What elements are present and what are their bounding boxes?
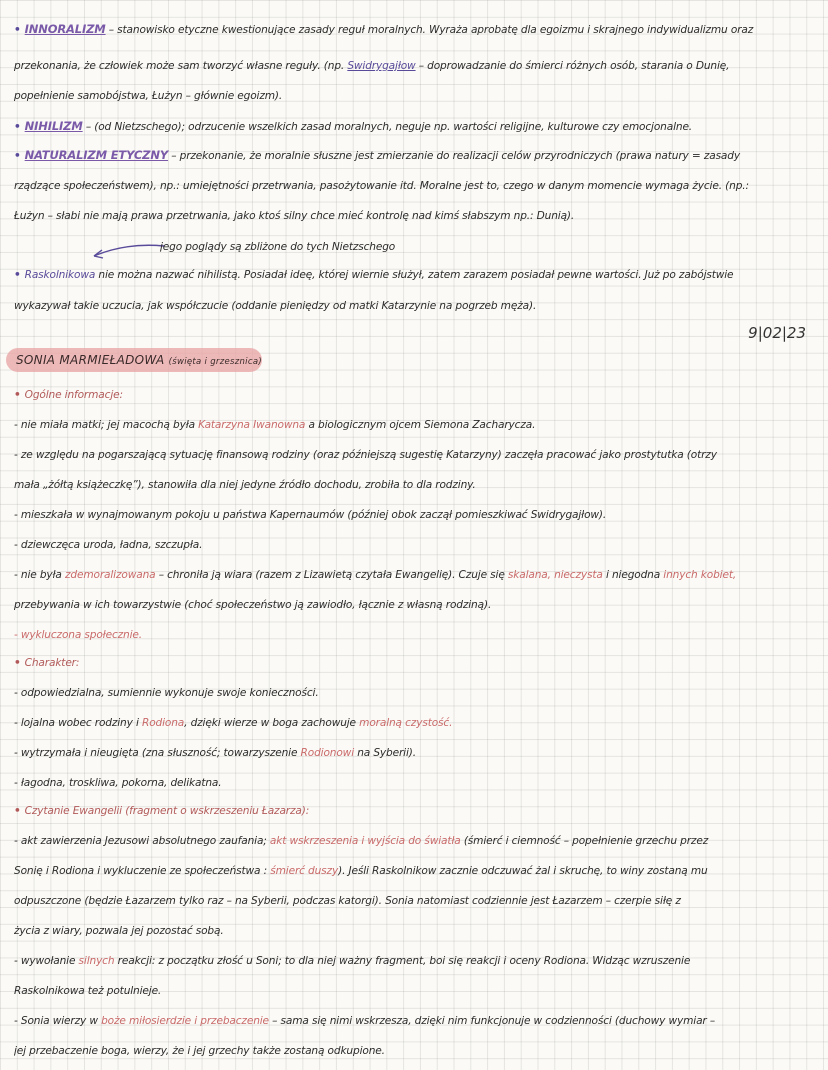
info-item: - wykluczona społecznie. (14, 629, 142, 641)
text-line (14, 478, 818, 492)
text: ze względu na pogarszającą sytuację finansową rodziny (oraz późniejszą sugestię Katarzyny) zaczęła pracować jako prostytutka (otrzy (20, 449, 717, 461)
subheading-general-info (14, 388, 818, 402)
text: Czytanie Ewangelii (fragment o wskrzeszeniu Łazarza): (24, 805, 310, 817)
highlight: śmierć duszy (270, 865, 339, 877)
character-name: Raskolnikowa (24, 269, 96, 281)
text: Raskolnikowa też potulnieje. (14, 985, 162, 997)
character-name: Rodionowi (300, 747, 354, 759)
gospel-item: - Sonia wierzy w boże miłosierdzie i przebaczenie – sama się nimi wskrzesza, dzięki nim funkcjonuje w codzienności (duchowy wymiar – (14, 1015, 715, 1027)
char-item: - odpowiedzialna, sumiennie wykonuje swoje konieczności. (14, 687, 319, 699)
gospel-item: - akt zawierzenia Jezusowi absolutnego zaufania; akt wskrzeszenia i wyjścia do światła (śmierć i ciemność – popełnienie grzechu przez (14, 835, 709, 847)
highlight: boże miłosierdzie i przebaczenie (101, 1015, 269, 1027)
text: dziewczęca uroda, ładna, szczupła. (20, 539, 203, 551)
text: łagodna, troskliwa, pokorna, delikatna. (20, 777, 222, 789)
character-name: Katarzyna Iwanowna (198, 419, 306, 431)
text-line (14, 864, 818, 878)
text: lojalna wobec rodziny i (20, 717, 142, 729)
text: (śmierć i ciemność – popełnienie grzechu przez (460, 835, 709, 847)
text: jej przebaczenie boga, wierzy, że i jej grzechy także zostaną odkupione. (14, 1045, 385, 1057)
text: mała „żółtą książeczkę”), stanowiła dla niej jedyne źródło dochodu, zrobiła to dla rodziny. (14, 479, 476, 491)
text: wytrzymała i nieugięta (zna słuszność; towarzyszenie (20, 747, 301, 759)
info-item: - ze względu na pogarszającą sytuację finansową rodziny (oraz późniejszą sugestię Katarzyny) zaczęła pracować jako prostytutka (otrzy (14, 449, 717, 461)
text: Sonię i Rodiona i wykluczenie ze społeczeństwa : (14, 865, 271, 877)
text: i niegodna (602, 569, 664, 581)
character-name: Swidrygajłow (347, 60, 416, 72)
text-line (14, 209, 818, 223)
arrow-note (160, 240, 560, 254)
text: Charakter: (24, 657, 80, 669)
text: nie była (20, 569, 65, 581)
text: – sama się nimi wskrzesza, dzięki nim funkcjonuje w codzienności (duchowy wymiar – (268, 1015, 715, 1027)
bullet-icon: • (14, 121, 21, 133)
section-title-text: SONIA MARMIEŁADOWA (16, 353, 165, 367)
text-line (14, 89, 818, 103)
definition-ethical-naturalism (14, 148, 818, 163)
text: mieszkała w wynajmowanym pokoju u państwa Kapernaumów (później obok zaczął pomieszkiwać Swidrygajłow). (20, 509, 607, 521)
highlight: silnych (78, 955, 115, 967)
text: – stanowisko etyczne kwestionujące zasady reguł moralnych. Wyraża aprobatę dla egoizmu i skrajnego indywidualizmu oraz (105, 24, 754, 36)
term-nihilism: NIHILIZM (24, 119, 83, 133)
text-line (14, 299, 818, 313)
text: – przekonanie, że moralnie słuszne jest zmierzanie do realizacji celów przyrodniczych (prawa natury = zasady (168, 150, 740, 162)
text-line (14, 179, 818, 193)
text: , dzięki wierze w boga zachowuje (184, 717, 360, 729)
text: – chroniła ją wiara (razem z Lizawietą czytała Ewangelię). Czuje się (155, 569, 508, 581)
char-item: - łagodna, troskliwa, pokorna, delikatna. (14, 777, 222, 789)
definition-immoralism (14, 22, 818, 37)
section-subtitle: (święta i grzesznica) (168, 357, 262, 367)
highlight: moralną czystość. (359, 717, 453, 729)
info-item: - dziewczęca uroda, ładna, szczupła. (14, 539, 203, 551)
text: odpowiedzialna, sumiennie wykonuje swoje konieczności. (20, 687, 319, 699)
text-line (14, 59, 818, 73)
text-line (14, 984, 818, 998)
char-item: - wytrzymała i nieugięta (zna słuszność; towarzyszenie Rodionowi na Syberii). (14, 747, 416, 759)
bullet-icon: • (14, 24, 21, 36)
text: przebywania w ich towarzystwie (choć społeczeństwo ją zawiodło, łącznie z własną rodziną). (14, 599, 492, 611)
text-line (14, 894, 818, 908)
text: nie miała matki; jej macochą była (20, 419, 199, 431)
term-immoralism: INNORALIZM (24, 22, 106, 36)
section-title (16, 353, 262, 367)
arrow-icon (88, 240, 168, 262)
text: ). Jeśli Raskolnikow zacznie odczuwać żal i skruchę, to winy zostaną mu (338, 865, 708, 877)
definition-nihilism (14, 119, 818, 134)
text: Ogólne informacje: (24, 389, 123, 401)
text: akt zawierzenia Jezusowi absolutnego zaufania; (20, 835, 270, 847)
text: – doprowadzanie do śmierci różnych osób, starania o Dunię, (415, 60, 730, 72)
text: na Syberii). (354, 747, 416, 759)
text: nie można nazwać nihilistą. Posiadał ideę, której wiernie służył, zatem zarazem posiadał pewne wartości. Już po zabójstwie (95, 269, 734, 281)
highlight: akt wskrzeszenia i wyjścia do światła (269, 835, 461, 847)
gospel-item: - wywołanie silnych reakcji: z początku złość u Soni; to dla niej ważny fragment, boi się reakcji i oceny Rodiona. Widząc wzruszenie (14, 955, 691, 967)
highlight: skalana, nieczysta (507, 569, 603, 581)
character-name: Rodiona (141, 717, 185, 729)
text: przekonania, że człowiek może sam tworzyć własne reguły. (np. (14, 60, 348, 72)
info-item: - mieszkała w wynajmowanym pokoju u państwa Kapernaumów (później obok zaczął pomieszkiwać Swidrygajłow). (14, 509, 607, 521)
text: wykazywał takie uczucia, jak współczucie (oddanie pieniędzy od matki Katarzynie na pogrzeb męża). (14, 300, 537, 312)
highlight: wykluczona społecznie. (20, 629, 142, 641)
text: jego poglądy są zbliżone do tych Nietzschego (160, 241, 396, 253)
subheading-character (14, 656, 818, 670)
highlight: zdemoralizowana (64, 569, 156, 581)
char-item: - lojalna wobec rodziny i Rodiona, dzięki wierze w boga zachowuje moralną czystość. (14, 717, 453, 729)
highlight: innych kobiet, (663, 569, 737, 581)
text: a biologicznym ojcem Siemona Zacharycza. (305, 419, 536, 431)
subheading-gospel (14, 804, 818, 818)
text: odpuszczone (będzie Łazarzem tylko raz – na Syberii, podczas katorgi). Sonia natomiast codziennie jest Łazarzem – czerpie siłę z (14, 895, 681, 907)
text: Łużyn – słabi nie mają prawa przetrwania, jako ktoś silny chce mieć kontrolę nad kimś słabszym np.: Dunią). (14, 210, 575, 222)
info-item: - nie miała matki; jej macochą była Katarzyna Iwanowna a biologicznym ojcem Siemona Zacharycza. (14, 419, 536, 431)
text: popełnienie samobójstwa, Łużyn – głównie egoizm). (14, 90, 283, 102)
info-item: - nie była zdemoralizowana – chroniła ją wiara (razem z Lizawietą czytała Ewangelię). Czuje się skalana, nieczysta i niegodna innych kobiet, (14, 569, 737, 581)
paragraph-raskolnikov (14, 268, 818, 282)
text-line (14, 924, 818, 938)
bullet-icon: • (14, 150, 21, 162)
date: 9|02|23 (748, 324, 806, 342)
bullet-icon: • (14, 805, 21, 817)
text: reakcji: z początku złość u Soni; to dla niej ważny fragment, boi się reakcji i oceny Rodiona. Widząc wzruszenie (114, 955, 691, 967)
bullet-icon: • (14, 389, 21, 401)
text: życia z wiary, pozwala jej pozostać sobą. (14, 925, 224, 937)
bullet-icon: • (14, 269, 21, 281)
term-naturalism: NATURALIZM ETYCZNY (24, 148, 169, 162)
text: wywołanie (20, 955, 79, 967)
text: rządzące społeczeństwem), np.: umiejętności przetrwania, pasożytowanie itd. Moralne jest to, czego w danym momencie wymaga życie. (np.: (14, 180, 749, 192)
text: Sonia wierzy w (20, 1015, 102, 1027)
text: – (od Nietzschego); odrzucenie wszelkich zasad moralnych, neguje np. wartości religijne, kulturowe czy emocjonalne. (82, 121, 693, 133)
text-line (14, 598, 818, 612)
text-line (14, 1044, 818, 1058)
bullet-icon: • (14, 657, 21, 669)
